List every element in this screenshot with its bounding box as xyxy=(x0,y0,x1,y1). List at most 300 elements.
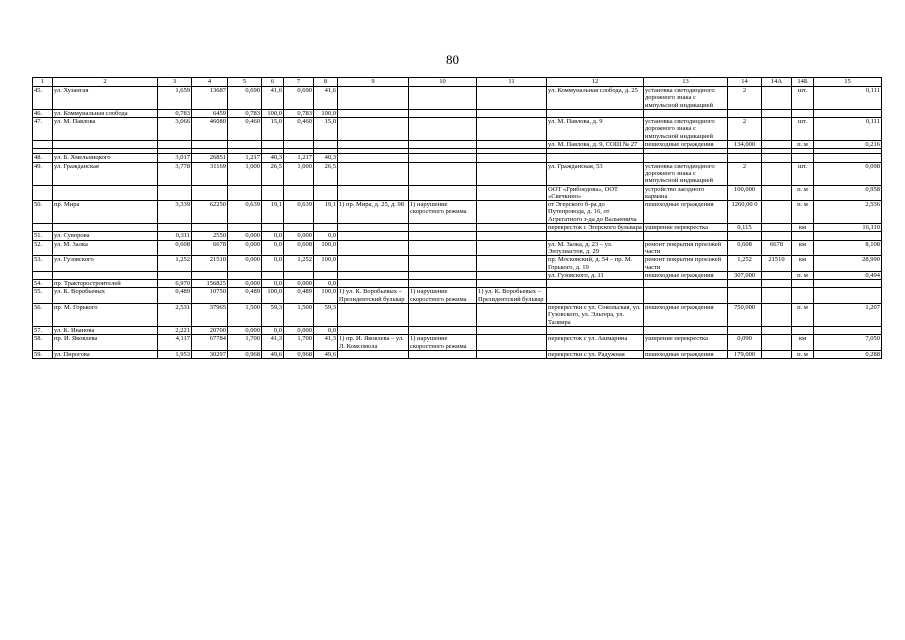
table-cell: 1,500 xyxy=(284,304,314,327)
table-cell: 49. xyxy=(33,162,53,185)
table-cell: 100,000 xyxy=(728,185,762,201)
table-row xyxy=(33,335,882,351)
column-header: 11 xyxy=(477,78,547,87)
table-cell: п. м xyxy=(792,271,814,279)
table-row xyxy=(33,326,882,334)
table-cell: 2,531 xyxy=(158,304,192,327)
table-cell xyxy=(728,109,762,117)
table-cell xyxy=(338,280,409,288)
table-row xyxy=(33,256,882,272)
table-cell xyxy=(547,154,644,162)
table-cell xyxy=(33,224,53,232)
table-cell: 13687 xyxy=(192,87,228,110)
table-cell: 20700 xyxy=(192,326,228,334)
table-cell: 26,5 xyxy=(262,162,284,185)
table-cell: 15,0 xyxy=(262,118,284,141)
table-cell xyxy=(728,154,762,162)
table-cell: п. м xyxy=(792,141,814,149)
table-cell: ул. Гузовского, д. 11 xyxy=(547,271,644,279)
header-row xyxy=(33,78,882,87)
table-cell: пр. М. Горького xyxy=(53,304,158,327)
table-cell: 0,000 xyxy=(228,240,262,256)
table-cell: 134,000 xyxy=(728,141,762,149)
table-cell: п. м xyxy=(792,304,814,327)
table-cell: 3,066 xyxy=(158,118,192,141)
column-header: 2 xyxy=(53,78,158,87)
table-cell xyxy=(477,256,547,272)
table-cell xyxy=(762,304,792,327)
table-cell: 156825 xyxy=(192,280,228,288)
table-cell xyxy=(409,162,477,185)
table-cell: 0,000 xyxy=(228,232,262,240)
table-cell: 0,098 xyxy=(814,162,882,185)
table-cell: 100,0 xyxy=(314,288,338,304)
table-row xyxy=(33,350,882,358)
table-cell: 0,111 xyxy=(814,87,882,110)
table-cell: ул. М. Павлова, д. 9, СОШ № 27 xyxy=(547,141,644,149)
table-cell xyxy=(762,87,792,110)
table-cell: 0,783 xyxy=(158,109,192,117)
table-cell: 7,050 xyxy=(814,335,882,351)
table-cell xyxy=(477,118,547,141)
table-cell xyxy=(762,201,792,224)
table-cell: 40,3 xyxy=(262,154,284,162)
table-cell xyxy=(409,224,477,232)
table-cell: пр. Тракторостроителей xyxy=(53,280,158,288)
table-cell xyxy=(338,326,409,334)
table-cell xyxy=(477,240,547,256)
table-cell: 0,690 xyxy=(228,87,262,110)
table-cell: 10750 xyxy=(192,288,228,304)
table-cell: 26851 xyxy=(192,154,228,162)
table-cell: 0,0 xyxy=(262,256,284,272)
table-cell xyxy=(814,326,882,334)
table-cell: 2 xyxy=(728,162,762,185)
table-cell xyxy=(547,232,644,240)
table-cell: 6678 xyxy=(762,240,792,256)
table-cell xyxy=(338,350,409,358)
table-cell: 40,3 xyxy=(314,154,338,162)
table-cell: 0,216 xyxy=(814,141,882,149)
table-cell: 58. xyxy=(33,335,53,351)
table-cell: 59. xyxy=(33,350,53,358)
column-header: 8 xyxy=(314,78,338,87)
table-cell: ул. Гражданская xyxy=(53,162,158,185)
table-cell: 41,6 xyxy=(314,87,338,110)
table-cell xyxy=(762,141,792,149)
table-cell: 2 xyxy=(728,118,762,141)
table-row xyxy=(33,224,882,232)
table-cell: 0,783 xyxy=(284,109,314,117)
table-cell xyxy=(228,271,262,279)
table-cell xyxy=(409,87,477,110)
table-cell: 1) пр. Мира, д. 25, д. 98 xyxy=(338,201,409,224)
table-cell xyxy=(762,185,792,201)
table-cell: 49,6 xyxy=(314,350,338,358)
table-cell: 15,0 xyxy=(314,118,338,141)
table-cell xyxy=(477,109,547,117)
table-cell: 0,968 xyxy=(284,350,314,358)
table-cell: ул. М. Павлова xyxy=(53,118,158,141)
table-cell xyxy=(814,109,882,117)
table-cell: 0,608 xyxy=(284,240,314,256)
table-cell xyxy=(338,304,409,327)
table-cell: 6,970 xyxy=(158,280,192,288)
table-row xyxy=(33,185,882,201)
table-cell: уширение перекрестка xyxy=(644,335,728,351)
table-cell: 46080 xyxy=(192,118,228,141)
table-cell xyxy=(409,185,477,201)
table-cell: 1) нарушение скоростного режима xyxy=(409,288,477,304)
table-cell: 0,311 xyxy=(158,232,192,240)
table-cell: 0,494 xyxy=(814,271,882,279)
column-header: 6 xyxy=(262,78,284,87)
table-cell: ул. Пирогова xyxy=(53,350,158,358)
table-cell: 0,090 xyxy=(728,335,762,351)
table-cell: 55. xyxy=(33,288,53,304)
table-cell xyxy=(762,326,792,334)
table-cell: 307,000 xyxy=(728,271,762,279)
table-cell: 0,0 xyxy=(262,280,284,288)
table-cell: ул. Гузовского xyxy=(53,256,158,272)
table-cell xyxy=(762,288,792,304)
table-cell: уширение перекрестка xyxy=(644,224,728,232)
table-cell xyxy=(792,288,814,304)
table-cell: ул. Коммунальная слобода, д. 25 xyxy=(547,87,644,110)
table-cell: ул. Коммунальная слобода xyxy=(53,109,158,117)
table-cell xyxy=(728,280,762,288)
table-cell: 50. xyxy=(33,201,53,224)
table-cell: 67784 xyxy=(192,335,228,351)
table-cell: пешеходные ограждения xyxy=(644,350,728,358)
table-cell: 59,3 xyxy=(262,304,284,327)
table-cell xyxy=(338,109,409,117)
table-cell: пешеходные ограждения xyxy=(644,304,728,327)
table-cell: 0,460 xyxy=(228,118,262,141)
table-cell xyxy=(762,154,792,162)
table-cell xyxy=(284,271,314,279)
table-cell: 1) пр. И. Яковлева – ул. Л. Комсомола xyxy=(338,335,409,351)
table-cell: 19,1 xyxy=(262,201,284,224)
table-cell xyxy=(814,154,882,162)
table-cell xyxy=(477,201,547,224)
table-cell: км xyxy=(792,240,814,256)
table-row xyxy=(33,109,882,117)
table-cell: 0,690 xyxy=(284,87,314,110)
table-cell: пешеходные ограждения xyxy=(644,201,728,224)
table-cell: 0,000 xyxy=(284,232,314,240)
column-header: 1 xyxy=(33,78,53,87)
table-cell: 26,5 xyxy=(314,162,338,185)
table-cell: 3,778 xyxy=(158,162,192,185)
table-cell: 1) ул. К. Воробьевых – Президентский бульвар xyxy=(338,288,409,304)
table-cell xyxy=(409,232,477,240)
table-cell xyxy=(338,118,409,141)
table-cell: 0,639 xyxy=(284,201,314,224)
table-cell xyxy=(314,224,338,232)
table-cell: 21510 xyxy=(192,256,228,272)
table-cell: установка светодиодного дорожного знака с импульсной индикацией xyxy=(644,118,728,141)
table-cell: 47. xyxy=(33,118,53,141)
table-cell xyxy=(792,232,814,240)
table-cell: шт. xyxy=(792,118,814,141)
column-header: 13 xyxy=(644,78,728,87)
table-cell: 19,1 xyxy=(314,201,338,224)
column-header: 12 xyxy=(547,78,644,87)
table-cell: 0,0 xyxy=(262,232,284,240)
table-cell: 0,111 xyxy=(814,118,882,141)
table-row xyxy=(33,271,882,279)
table-cell xyxy=(338,224,409,232)
table-cell: 0,000 xyxy=(284,280,314,288)
table-cell: ремонт покрытия проезжей части xyxy=(644,256,728,272)
table-cell: пр. Московский, д. 54 – пр. М. Горького, д. 19 xyxy=(547,256,644,272)
table-cell xyxy=(314,141,338,149)
table-row xyxy=(33,304,882,327)
table-cell: 28,990 xyxy=(814,256,882,272)
table-cell: 0,489 xyxy=(158,288,192,304)
table-cell: 0,0 xyxy=(262,326,284,334)
table-cell: п. м xyxy=(792,201,814,224)
table-cell xyxy=(262,224,284,232)
table-cell: 16,110 xyxy=(814,224,882,232)
table-cell xyxy=(338,256,409,272)
table-cell: 0,968 xyxy=(228,350,262,358)
table-cell: 1,207 xyxy=(814,304,882,327)
table-cell xyxy=(477,271,547,279)
column-header: 14 xyxy=(728,78,762,87)
table-cell: 100,0 xyxy=(314,109,338,117)
table-cell: 3,339 xyxy=(158,201,192,224)
table-cell: км xyxy=(792,256,814,272)
column-header: 4 xyxy=(192,78,228,87)
table-cell: 0,288 xyxy=(814,350,882,358)
table-cell xyxy=(192,224,228,232)
table-cell: 53. xyxy=(33,256,53,272)
table-cell: ул. К. Иванова xyxy=(53,326,158,334)
table-cell: 3,017 xyxy=(158,154,192,162)
table-cell xyxy=(158,141,192,149)
table-cell xyxy=(338,141,409,149)
table-cell xyxy=(477,162,547,185)
table-cell: 0,489 xyxy=(284,288,314,304)
table-cell: 37965 xyxy=(192,304,228,327)
table-cell: 0,000 xyxy=(228,256,262,272)
table-cell xyxy=(792,326,814,334)
table-cell xyxy=(262,185,284,201)
table-cell xyxy=(192,271,228,279)
table-cell xyxy=(644,232,728,240)
table-cell xyxy=(53,141,158,149)
table-cell xyxy=(762,335,792,351)
table-cell: установка светодиодного дорожного знака с импульсной индикацией xyxy=(644,162,728,185)
table-cell: 1,659 xyxy=(158,87,192,110)
table-row xyxy=(33,288,882,304)
table-cell xyxy=(338,271,409,279)
table-cell xyxy=(477,87,547,110)
table-cell xyxy=(644,326,728,334)
table-cell: 0,000 xyxy=(228,326,262,334)
table-cell xyxy=(547,288,644,304)
table-cell: п. м xyxy=(792,185,814,201)
column-header: 3 xyxy=(158,78,192,87)
table-cell: 0,783 xyxy=(228,109,262,117)
table-cell xyxy=(53,224,158,232)
table-row xyxy=(33,232,882,240)
table-cell xyxy=(192,141,228,149)
table-cell: шт. xyxy=(792,87,814,110)
table-cell xyxy=(547,326,644,334)
table-cell xyxy=(477,141,547,149)
table-cell xyxy=(477,326,547,334)
table-cell xyxy=(477,154,547,162)
table-cell: км xyxy=(792,224,814,232)
table-cell xyxy=(409,326,477,334)
table-cell xyxy=(33,185,53,201)
table-cell xyxy=(409,154,477,162)
table-row xyxy=(33,162,882,185)
table-cell xyxy=(158,224,192,232)
table-cell: 2,221 xyxy=(158,326,192,334)
table-cell: шт. xyxy=(792,162,814,185)
table-cell xyxy=(762,162,792,185)
table-cell: устройство заездного кармана xyxy=(644,185,728,201)
table-cell: ООТ «Грибоедова», ООТ «Свечкино» xyxy=(547,185,644,201)
table-cell: 1,217 xyxy=(284,154,314,162)
column-header: 14А xyxy=(762,78,792,87)
table-row xyxy=(33,118,882,141)
table-cell xyxy=(338,240,409,256)
table-cell: 1) нарушение скоростного режима xyxy=(409,335,477,351)
column-header: 15 xyxy=(814,78,882,87)
table-cell: перекресток с ул. Ашмарина xyxy=(547,335,644,351)
table-cell xyxy=(53,271,158,279)
table-row xyxy=(33,154,882,162)
table-cell xyxy=(762,109,792,117)
table-cell: 8,108 xyxy=(814,240,882,256)
table-cell: ул. М. Залка xyxy=(53,240,158,256)
table-cell: ул. Хузангая xyxy=(53,87,158,110)
table-cell: 30297 xyxy=(192,350,228,358)
table-cell xyxy=(477,185,547,201)
table-cell xyxy=(728,326,762,334)
column-header: 5 xyxy=(228,78,262,87)
table-cell xyxy=(409,271,477,279)
table-cell xyxy=(728,232,762,240)
column-header: 10 xyxy=(409,78,477,87)
table-cell: 100,0 xyxy=(314,256,338,272)
table-cell: 100,0 xyxy=(262,288,284,304)
table-cell xyxy=(814,232,882,240)
table-cell xyxy=(284,185,314,201)
table-cell: 0,000 xyxy=(284,326,314,334)
table-cell xyxy=(409,109,477,117)
table-cell: 1,252 xyxy=(158,256,192,272)
table-row xyxy=(33,141,882,149)
table-cell: 46. xyxy=(33,109,53,117)
table-cell xyxy=(728,288,762,304)
table-cell: 1,700 xyxy=(228,335,262,351)
table-cell xyxy=(792,154,814,162)
table-cell: ул. М. Павлова, д. 9 xyxy=(547,118,644,141)
table-cell xyxy=(477,280,547,288)
table-cell: 0,000 xyxy=(228,280,262,288)
table-cell xyxy=(33,271,53,279)
table-cell xyxy=(409,118,477,141)
table-cell: 1) ул. К. Воробьевых – Президентский бульвар xyxy=(477,288,547,304)
table-cell xyxy=(33,141,53,149)
table-cell xyxy=(814,288,882,304)
table-cell: установка светодиодного дорожного знака с импульсной индикацией xyxy=(644,87,728,110)
table-cell: 49,6 xyxy=(262,350,284,358)
table-cell: 1,252 xyxy=(284,256,314,272)
table-cell: ул. Суворова xyxy=(53,232,158,240)
table-cell: 52. xyxy=(33,240,53,256)
table-row xyxy=(33,280,882,288)
table-cell xyxy=(814,280,882,288)
table-cell xyxy=(792,109,814,117)
table-cell: 1,953 xyxy=(158,350,192,358)
table-cell xyxy=(762,224,792,232)
table-cell: 31169 xyxy=(192,162,228,185)
table-cell: 1,000 xyxy=(284,162,314,185)
table-cell xyxy=(477,232,547,240)
column-header: 9 xyxy=(338,78,409,87)
table-cell: 41,6 xyxy=(262,87,284,110)
table-cell xyxy=(284,141,314,149)
column-header: 14Б xyxy=(792,78,814,87)
table-row xyxy=(33,87,882,110)
table-cell xyxy=(409,141,477,149)
table-cell xyxy=(228,185,262,201)
table-cell: 0,0 xyxy=(314,280,338,288)
table-cell: пр. Мира xyxy=(53,201,158,224)
table-cell xyxy=(477,350,547,358)
table-cell xyxy=(409,280,477,288)
data-table xyxy=(32,77,882,359)
table-cell xyxy=(338,154,409,162)
table-cell: 0,115 xyxy=(728,224,762,232)
table-cell: км xyxy=(792,335,814,351)
table-cell: 179,000 xyxy=(728,350,762,358)
table-cell: 100,0 xyxy=(314,240,338,256)
table-cell xyxy=(762,280,792,288)
table-cell: ул. К. Воробьевых xyxy=(53,288,158,304)
table-cell: 1,500 xyxy=(228,304,262,327)
table-cell: 0,489 xyxy=(228,288,262,304)
table-cell: 1,000 xyxy=(228,162,262,185)
table-cell xyxy=(547,109,644,117)
table-cell: 62250 xyxy=(192,201,228,224)
table-cell xyxy=(762,118,792,141)
table-cell xyxy=(477,224,547,232)
table-cell: пешеходные ограждения xyxy=(644,271,728,279)
table-cell: 0,0 xyxy=(314,232,338,240)
table-cell: перекрестки с ул. Радужная xyxy=(547,350,644,358)
table-cell xyxy=(644,280,728,288)
table-cell: 0,608 xyxy=(158,240,192,256)
table-cell: п. м xyxy=(792,350,814,358)
table-cell: пешеходные ограждения xyxy=(644,141,728,149)
table-cell xyxy=(762,350,792,358)
table-cell: 41,3 xyxy=(314,335,338,351)
table-cell xyxy=(53,185,158,201)
table-cell: перекрестки с ул. Сокольская, ул. Гузовского, ул. Эльгера, ул. Талвира xyxy=(547,304,644,327)
table-cell: 1,217 xyxy=(228,154,262,162)
table-row xyxy=(33,240,882,256)
table-cell xyxy=(644,109,728,117)
table-cell xyxy=(409,304,477,327)
